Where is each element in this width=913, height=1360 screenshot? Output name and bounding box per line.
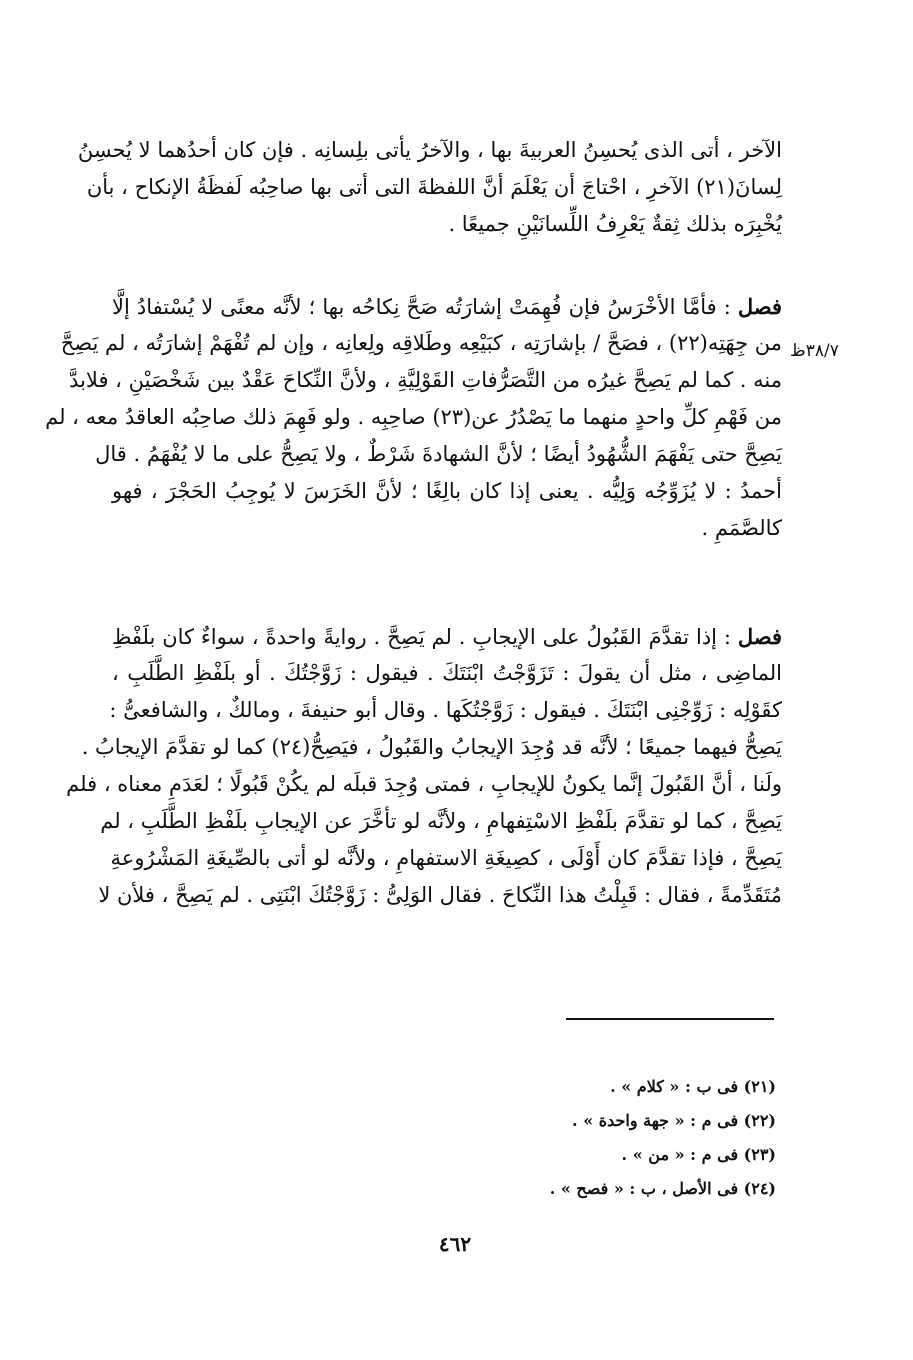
text-line: ولَنا ، أنَّ القَبُولَ إنَّما يكونُ للإيجابِ ، فمتى وُجِدَ قبلَه لم يكُنْ قَبُولًا ؛ لعَدَمِ معناه ، فلم (66, 772, 782, 796)
text-line: يَصِحَّ ، فإذا تقدَّمَ كان أَوْلَى ، كصِيغَةِ الاستفهامِ ، ولأنَّه لو أتى بالصِّيغَةِ المَشْرُوعةِ (110, 846, 782, 870)
text-line-content: : فأمَّا الأخْرَسُ فإن فُهِمَتْ إشارَتُه صَحَّ نِكاحُه بها ؛ لأنَّه معنًى لا يُسْتفادُ إلَّا (112, 295, 731, 319)
section-heading: فصل (737, 624, 782, 649)
footnote: (٢٣) فى م : « من » . (621, 1145, 776, 1164)
text-line (112, 288, 782, 325)
footnotes (300, 1070, 776, 1206)
text-line: كقَوْلِه : زَوِّجْنِى ابْنَتَكَ . فيقول : زَوَّجْتُكَها . وقال أبو حنيفةَ ، ومالكٌ ، والشافعىُّ : (109, 698, 782, 722)
paragraph-3 (66, 618, 782, 914)
text-line: لِسانَ(٢١) الآخرِ ، احْتاجَ أن يَعْلَمَ أنَّ اللفظةَ التى أتى بها صاحِبُه لَفظَةُ الإنكاح ، بأن (86, 175, 782, 199)
paragraph-1 (77, 132, 782, 243)
text-line: الماضِى ، مثل أن يقولَ : تَزَوَّجْتُ ابْنَتَكَ . فيقول : زَوَّجْتُكَ . أو بلَفْظِ الطَّلَبِ ، (112, 661, 782, 685)
page-number: ٤٦٢ (438, 1232, 472, 1256)
text-line: الآخر ، أتى الذى يُحسِنُ العربيةَ بها ، والآخرُ يأتى بلِسانِه . فإن كان أحدُهما لا يُحسِنُ (77, 138, 782, 162)
text-line: كالصَّمَمِ . (701, 516, 782, 540)
text-line: مُتَقَدِّمةً ، فقال : قَبِلْتُ هذا النِّكاحَ . فقال الوَلِىُّ : زَوَّجْتُكَ ابْنَتِى . لم يَصِحَّ ، فلأن لا (98, 883, 782, 907)
text-line: يُخْبِرَه بذلك ثِقةٌ يَعْرِفُ اللِّسانَيْنِ جميعًا . (448, 212, 782, 236)
footnote: (٢١) فى ب : « كلام » . (610, 1077, 776, 1096)
text-line: من فَهْمِ كلِّ واحدٍ منهما ما يَصْدُرُ عن(٢٣) صاحِبِه . ولو فَهِمَ ذلك صاحِبُه العاقدُ معه ، لم (45, 405, 782, 429)
text-line (112, 618, 782, 655)
text-line: أحمدُ : لا يُزَوِّجُه وَلِيُّه . يعنى إذا كان بالِغًا ؛ لأنَّ الخَرَسَ لا يُوجِبُ الحَجْرَ ، فهو (112, 479, 782, 503)
paragraph-2 (45, 288, 782, 547)
text-line: من جِهَتِه(٢٢) ، فصَحَّ / بإشارَتِه ، كبَيْعِه وطَلاقِه ولِعانِه ، وإن لم تُفْهَمْ إشارَتُه ، لم يَصِحَّ (60, 331, 782, 355)
text-line: يَصِحَّ حتى يَفْهَمَ الشُّهُودُ أيضًا ؛ لأنَّ الشهادةَ شَرْطٌ ، ولا يَصِحُّ على ما لا يُفْهَمُ . قال (95, 442, 782, 466)
text-line: منه . كما لم يَصِحَّ غيرُه من التَّصَرُّفاتِ القَوْلِيَّةِ ، ولأنَّ النِّكاحَ عَقْدٌ بين شَخْصَيْنِ ، فلابدَّ (69, 368, 782, 392)
margin-folio-note: ٣٨/٧ظ (790, 341, 839, 361)
footnote-divider (566, 1018, 774, 1020)
section-heading: فصل (737, 294, 782, 319)
text-line-content: : إذا تقدَّمَ القَبُولُ على الإيجابِ . لم يَصِحَّ . روايةً واحدةً ، سواءٌ كان بلَفْظِ (112, 625, 731, 649)
footnote: (٢٤) فى الأصل ، ب : « فصح » . (549, 1179, 776, 1198)
footnote: (٢٢) فى م : « جهة واحدة » . (572, 1111, 776, 1130)
text-line: يَصِحَّ ، كما لو تقدَّمَ بلَفْظِ الاسْتِفهامِ ، ولأنَّه لو تأخَّرَ عن الإيجابِ بلَفْظِ الطَّلَبِ ، لم (100, 809, 782, 833)
text-line: يَصِحُّ فيهما جميعًا ؛ لأنَّه قد وُجِدَ الإيجابُ والقَبُولُ ، فيَصِحُّ(٢٤) كما لو تقدَّمَ الإيجابُ . (81, 735, 782, 759)
